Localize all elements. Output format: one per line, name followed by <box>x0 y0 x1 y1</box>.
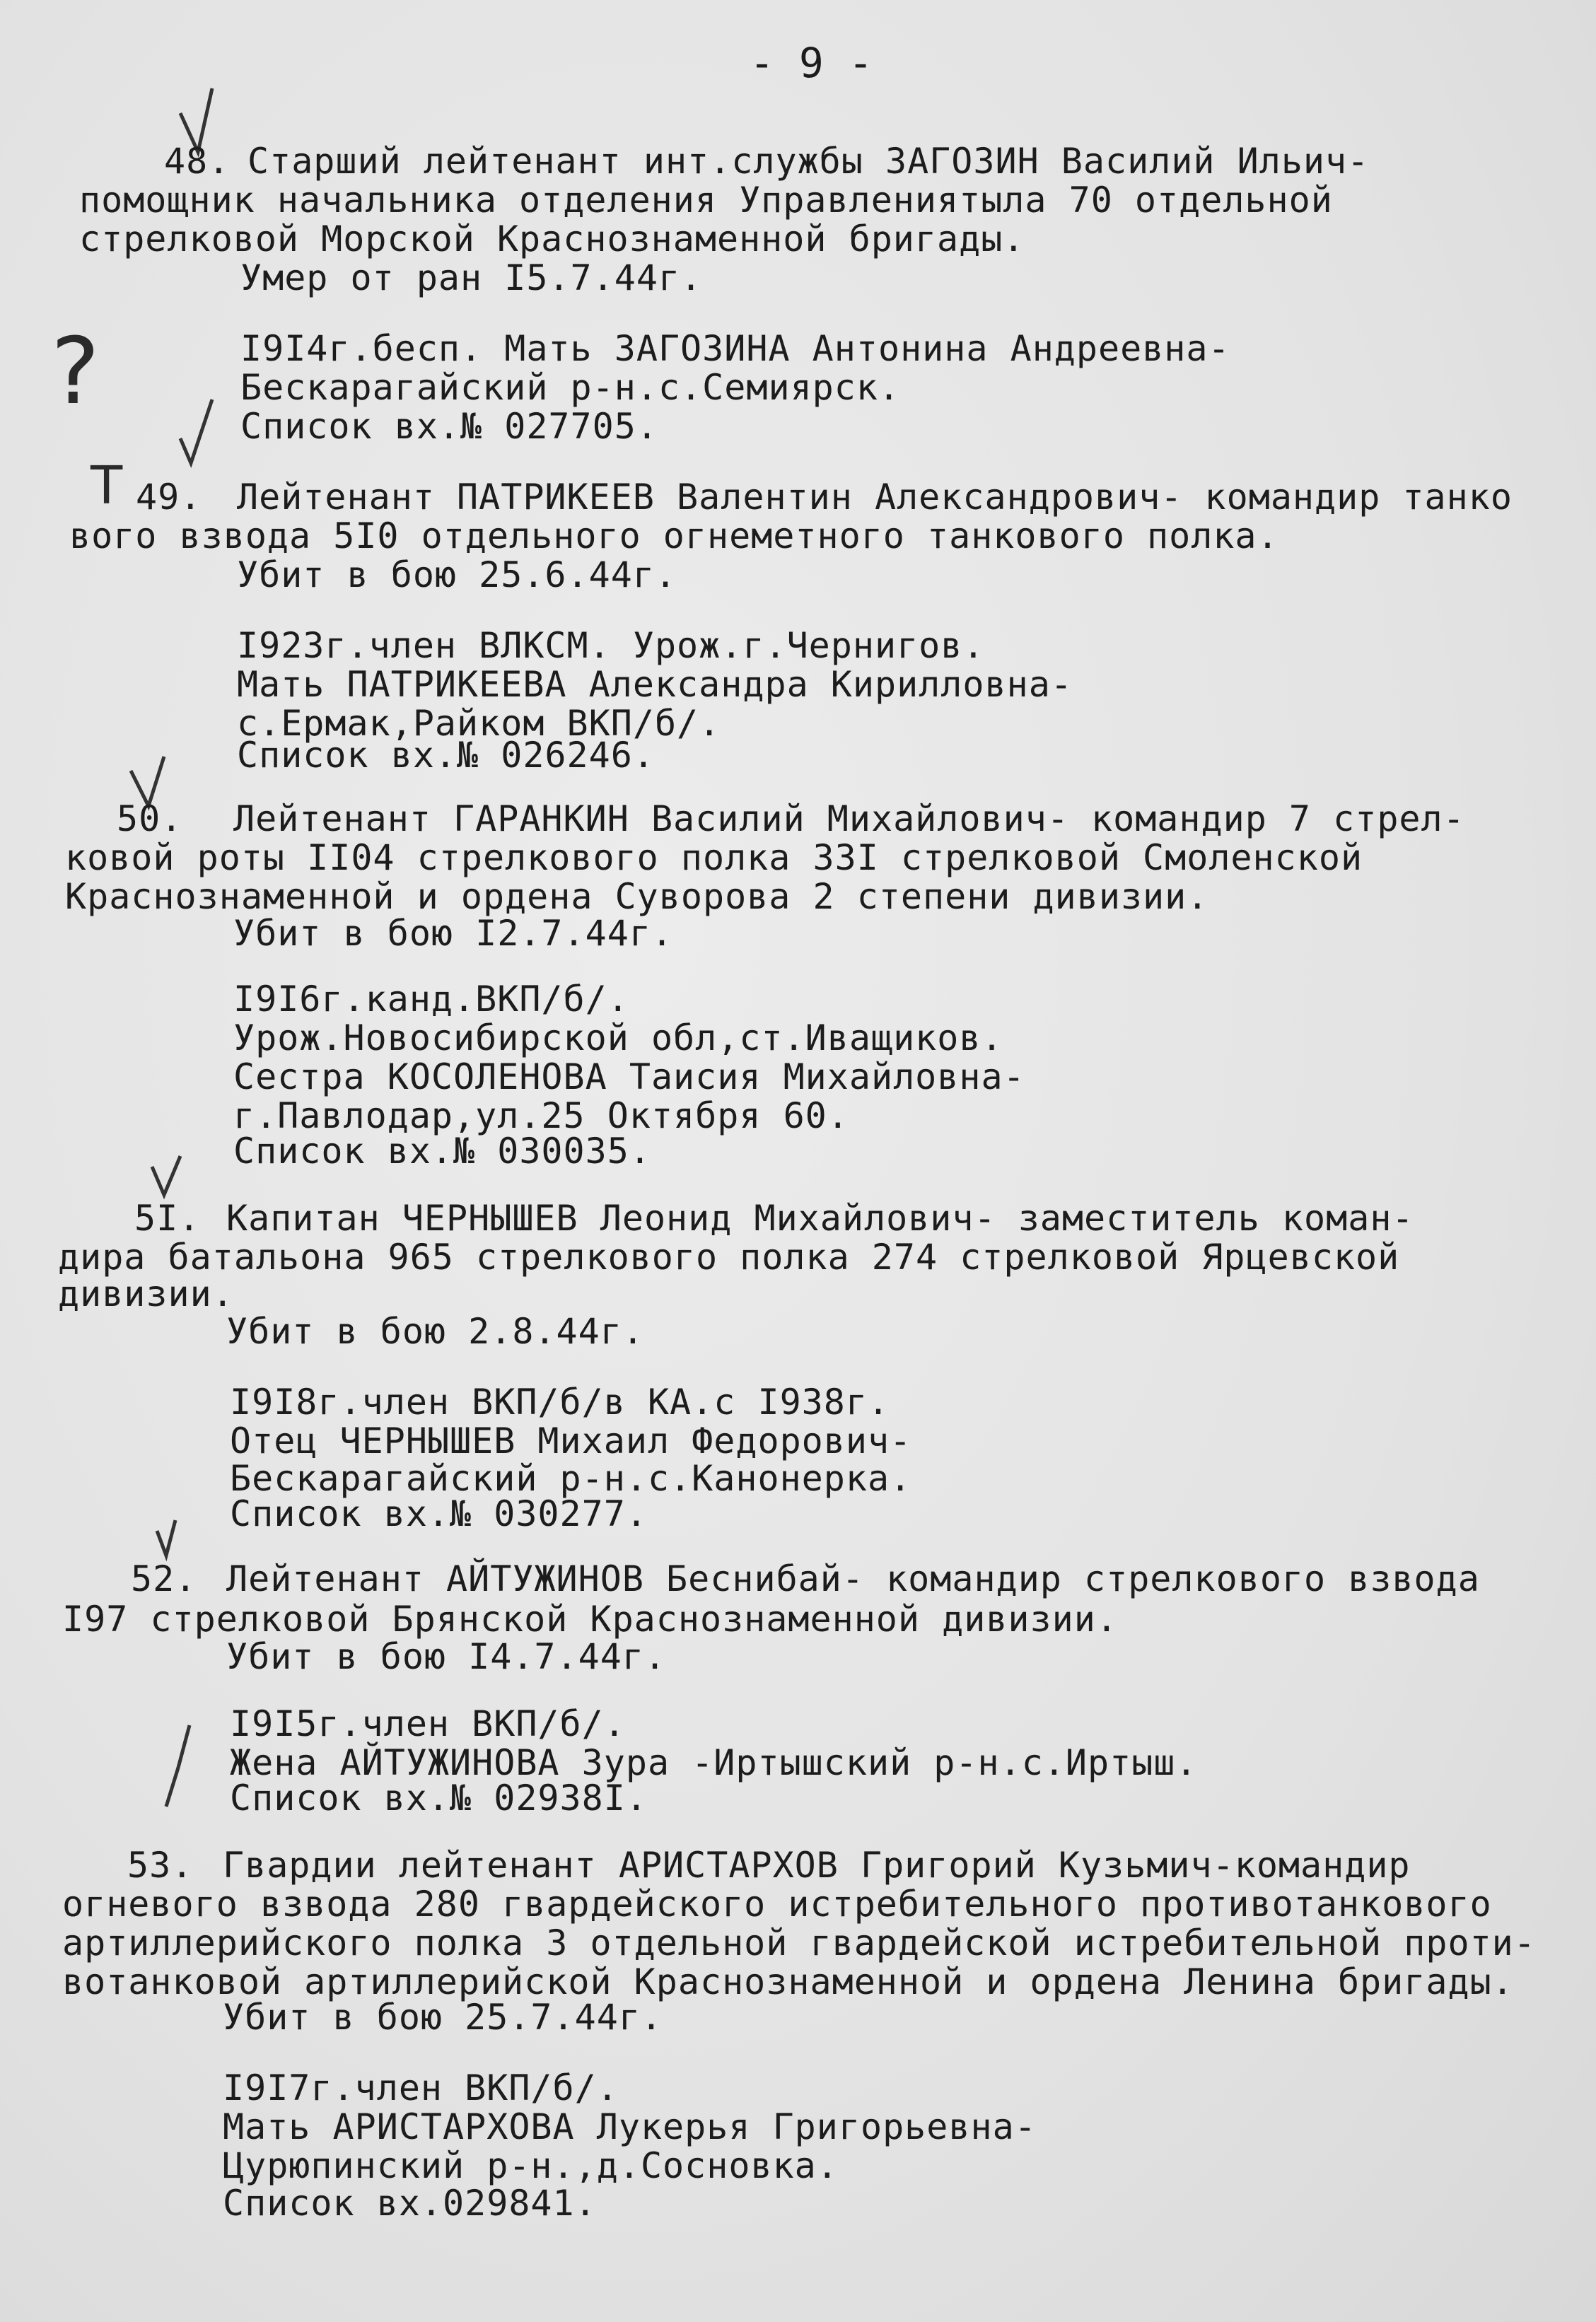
entry-header-line: Старший лейтенант инт.службы ЗАГОЗИН Василий Ильич- <box>247 141 1370 182</box>
entry-header-line: Краснознаменной и ордена Суворова 2 степени дивизии. <box>65 876 1209 917</box>
entry-death: Убит в бою 25.7.44г. <box>223 1997 663 2038</box>
entry-header-line: Капитан ЧЕРНЫШЕВ Леонид Михайлович- заместитель коман- <box>226 1198 1414 1239</box>
entry-death: Убит в бою I2.7.44г. <box>233 913 674 954</box>
entry-header-line: помощник начальника отделения Управлениятыла 70 отдельной <box>79 180 1333 221</box>
entry-number: 52. <box>131 1558 197 1599</box>
entry-header-line: Лейтенант АЙТУЖИНОВ Беснибай- командир стрелкового взвода <box>226 1558 1480 1599</box>
entry-header-line: ковой роты II04 стрелкового полка 33I стрелковой Смоленской <box>65 837 1363 878</box>
entry-header-line: дивизии. <box>58 1273 234 1314</box>
entry-detail-line: Список вх.№ 030277. <box>230 1493 648 1534</box>
entry-number: 50. <box>117 798 183 839</box>
entry-detail-line: I9I8г.член ВКП/б/в КА.с I938г. <box>230 1382 890 1423</box>
entry-number: 48. <box>164 141 231 182</box>
check-mark-53 <box>166 1725 190 1807</box>
entry-header-line: Лейтенант ГАРАНКИН Василий Михайлович- командир 7 стрел- <box>233 798 1465 839</box>
entry-header-line: I97 стрелковой Брянской Краснознаменной дивизии. <box>62 1599 1118 1640</box>
check-mark-52 <box>157 1520 175 1556</box>
entry-header-line: стрелковой Морской Краснознаменной бригады. <box>79 218 1025 259</box>
entry-death: Умер от ран I5.7.44г. <box>240 257 703 298</box>
entry-death: Убит в бою 25.6.44г. <box>237 554 677 595</box>
entry-header-line: огневого взвода 280 гвардейского истребительного противотанкового <box>62 1884 1492 1925</box>
entry-header-line: артиллерийского полка 3 отдельной гвардейской истребительной проти- <box>62 1923 1536 1964</box>
entry-detail-line: I9I5г.член ВКП/б/. <box>230 1703 626 1744</box>
check-mark-49 <box>180 399 212 463</box>
entry-number: 49. <box>136 477 202 518</box>
entry-number: 53. <box>127 1845 194 1886</box>
question-mark: ? <box>51 317 100 425</box>
page-number: - 9 - <box>750 39 873 87</box>
entry-detail-line: I9I7г.член ВКП/б/. <box>223 2067 619 2108</box>
entry-detail-line: Мать ПАТРИКЕЕВА Александра Кирилловна- <box>237 664 1073 705</box>
entry-detail-line: Урож.Новосибирской обл,ст.Иващиков. <box>233 1017 1003 1058</box>
entry-detail-line: г.Павлодар,ул.25 Октября 60. <box>233 1095 849 1136</box>
entry-header-line: Гвардии лейтенант АРИСТАРХОВ Григорий Кузьмич-командир <box>223 1845 1411 1886</box>
entry-header-line: дира батальона 965 стрелкового полка 274 стрелковой Ярцевской <box>58 1237 1400 1278</box>
entry-detail-line: I9I6г.канд.ВКП/б/. <box>233 979 629 1020</box>
entry-header-line: Лейтенант ПАТРИКЕЕВ Валентин Александрович- командир танко <box>237 477 1513 518</box>
entry-detail-line: Сестра КОСОЛЕНОВА Таисия Михайловна- <box>233 1056 1025 1097</box>
entry-death: Убит в бою I4.7.44г. <box>226 1636 667 1677</box>
entry-detail-line: Мать АРИСТАРХОВА Лукерья Григорьевна- <box>223 2106 1037 2147</box>
entry-detail-line: I9I4г.бесп. Мать ЗАГОЗИНА Антонина Андреевна- <box>240 328 1230 369</box>
entry-detail-line: Список вх.№ 030035. <box>233 1131 651 1172</box>
entry-detail-line: Цурюпинский р-н.,д.Сосновка. <box>223 2145 839 2186</box>
entry-detail-line: Список вх.№ 02938I. <box>230 1778 648 1819</box>
entry-detail-line: Список вх.№ 026246. <box>237 735 655 776</box>
entry-detail-line: I923г.член ВЛКСМ. Урож.г.Чернигов. <box>237 625 985 666</box>
entry-detail-line: с.Ермак,Райком ВКП/б/. <box>237 703 721 744</box>
entry-header-line: вотанковой артиллерийской Краснознаменной и ордена Ленина бригады. <box>62 1961 1514 2002</box>
entry-number: 5I. <box>134 1198 201 1239</box>
entry-death: Убит в бою 2.8.44г. <box>226 1311 644 1352</box>
check-mark-51 <box>152 1156 180 1195</box>
entry-detail-line: Отец ЧЕРНЫШЕВ Михаил Федорович- <box>230 1420 912 1462</box>
entry-detail-line: Список вх.№ 027705. <box>240 406 658 447</box>
entry-detail-line: Бескарагайский р-н.с.Семиярск. <box>240 367 901 408</box>
entry-header-line: вого взвода 5I0 отдельного огнеметного танкового полка. <box>69 515 1279 556</box>
entry-detail-line: Бескарагайский р-н.с.Канонерка. <box>230 1458 912 1499</box>
entry-detail-line: Список вх.029841. <box>223 2183 597 2224</box>
letter-t-mark: T <box>91 455 123 516</box>
entry-detail-line: Жена АЙТУЖИНОВА Зура -Иртышский р-н.с.Иртыш. <box>230 1742 1198 1783</box>
